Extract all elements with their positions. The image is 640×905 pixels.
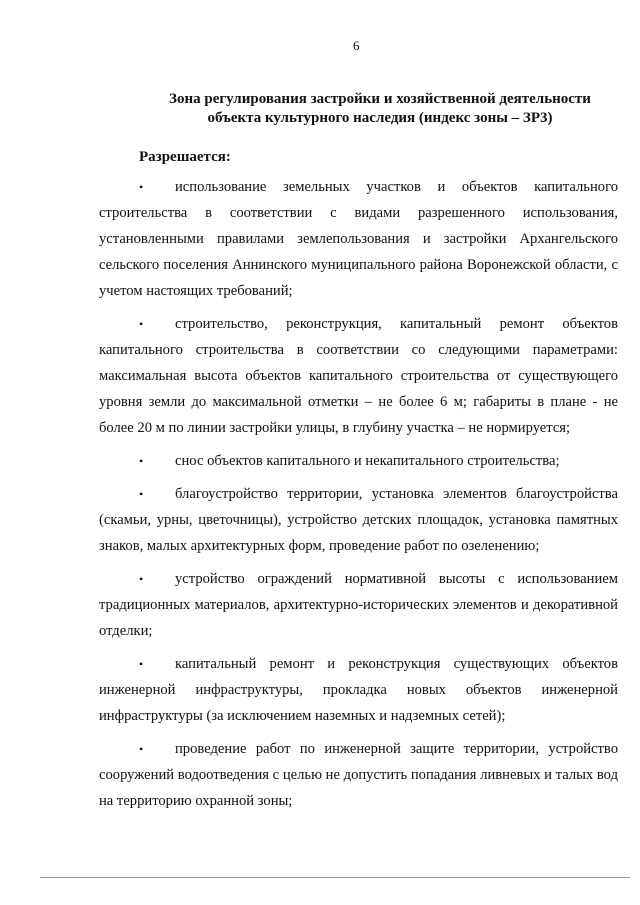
page-number: 6 [353, 38, 360, 53]
heading-line-1: Зона регулирования застройки и хозяйственной деятельности [169, 91, 591, 107]
section-heading [120, 90, 640, 128]
bullet-icon: • [139, 454, 144, 468]
bullet-icon: • [139, 742, 144, 756]
list-item-text: благоустройство территории, установка элементов благоустройства (скамьи, урны, цветочницы), устройство детских площадок, установка памятных знаков, малых архитектурных форм, проведение работ по озеленению; [99, 486, 618, 554]
list-item [99, 736, 618, 814]
allowed-label: Разрешается: [139, 149, 231, 165]
allowed-list [99, 174, 618, 821]
list-item [99, 448, 618, 474]
list-item-text: устройство ограждений нормативной высоты с использованием традиционных материалов, архитектурно-исторических элементов и декоративной отделки; [99, 571, 618, 639]
list-item [99, 174, 618, 304]
bullet-icon: • [139, 657, 144, 671]
bullet-icon: • [139, 180, 144, 194]
list-item-text: проведение работ по инженерной защите территории, устройство сооружений водоотведения с целью не допустить попадания ливневых и талых вод на территорию охранной зоны; [99, 741, 618, 809]
bullet-icon: • [139, 572, 144, 586]
bullet-icon: • [139, 317, 144, 331]
list-item [99, 651, 618, 729]
list-item-text: строительство, реконструкция, капитальный ремонт объектов капитального строительства в соответствии со следующими параметрами: максимальная высота объектов капитального строительства от существующего уровня земли до максимальной отметки – не более 6 м; габариты в плане - не более 20 м по линии застройки улицы, в глубину участка – не нормируется; [99, 316, 618, 436]
list-item-text: капитальный ремонт и реконструкция существующих объектов инженерной инфраструктуры, прокладка новых объектов инженерной инфраструктуры (за исключением наземных и надземных сетей); [99, 656, 618, 724]
list-item [99, 311, 618, 441]
list-item-text: снос объектов капитального и некапитального строительства; [175, 453, 560, 469]
list-item [99, 481, 618, 559]
list-item-text: использование земельных участков и объектов капитального строительства в соответствии с видами разрешенного использования, установленными правилами землепользования и застройки Архангельского сельского поселения Аннинского муниципального района Воронежской области, с учетом настоящих требований; [99, 179, 618, 299]
list-item [99, 566, 618, 644]
bullet-icon: • [139, 487, 144, 501]
footer-divider [40, 877, 630, 878]
heading-line-2: объекта культурного наследия (индекс зоны – ЗР3) [207, 110, 553, 126]
